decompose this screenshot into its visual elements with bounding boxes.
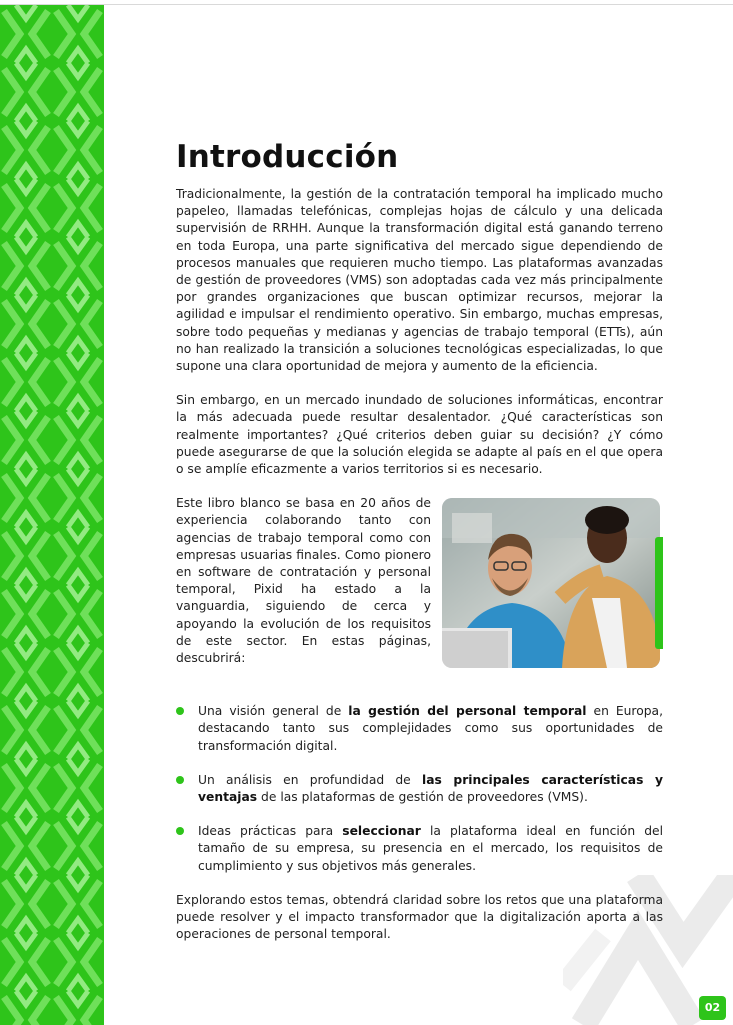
office-photo <box>442 498 660 668</box>
page-number-badge: 02 <box>699 996 726 1020</box>
main-content <box>176 138 663 943</box>
bullet-dot-icon <box>176 707 184 715</box>
paragraph-whitepaper: Este libro blanco se basa en 20 años de experiencia colaborando tanto con agencias de trabajo temporal como con empresas usuarias finales. Como pionero en software de contratación y personal temporal, Pixid ha estado a la vanguardia, siguiendo de cerca y apoyando la evolución de los requisitos de este sector. En estas páginas, descubrirá: <box>176 496 431 666</box>
photo-accent-bar <box>655 537 663 649</box>
list-item-text: Un análisis en profundidad de las principales características y ventajas de las plataformas de gestión de proveedores (VMS). <box>198 772 663 805</box>
list-item <box>176 703 663 755</box>
x-pattern-graphic <box>0 5 104 1025</box>
list-item <box>176 772 663 806</box>
page-title: Introducción <box>176 139 399 175</box>
list-item <box>176 823 663 875</box>
list-item-text: Una visión general de la gestión del personal temporal en Europa, destacando tanto sus complejidades como sus oportunidades de transformación digital. <box>198 704 663 753</box>
paragraph-intro: Tradicionalmente, la gestión de la contratación temporal ha implicado mucho papeleo, llamadas telefónicas, complejas hojas de cálculo y una delicada supervisión de RRHH. Aunque la transformación digital está ganando terreno en toda Europa, una parte significativa del mercado sigue dependiendo de procesos manuales que requieren mucho tiempo. Las plataformas avanzadas de gestión de proveedores (VMS) son adoptadas cada vez más principalmente por grandes organizaciones que buscan optimizar recursos, mejorar la agilidad e impulsar el rendimiento operativo. Sin embargo, muchas empresas, sobre todo pequeñas y medianas y agencias de trabajo temporal (ETTs), aún no han realizado la transición a soluciones tecnológicas especializadas, lo que supone una clara oportunidad de mejora y aumento de la eficiencia. <box>176 187 663 374</box>
bullet-dot-icon <box>176 776 184 784</box>
whitepaper-intro-block <box>176 495 663 675</box>
top-rule <box>0 4 733 5</box>
paragraph-market: Sin embargo, en un mercado inundado de soluciones informáticas, encontrar la más adecuada puede resultar desalentador. ¿Qué características son realmente importantes? ¿Qué criterios deben guiar su decisión? ¿Y cómo puede asegurarse de que la solución elegida se adapte al país en el que opera o se amplíe eficazmente a varios territorios si es necesario. <box>176 393 663 477</box>
bullet-dot-icon <box>176 827 184 835</box>
side-pattern-band <box>0 5 104 1025</box>
people-at-laptop-image <box>442 498 660 668</box>
list-item-text: Ideas prácticas para seleccionar la plataforma ideal en función del tamaño de su empresa, su presencia en el mercado, los requisitos de cumplimiento y sus objetivos más generales. <box>198 824 663 873</box>
paragraph-closing: Explorando estos temas, obtendrá claridad sobre los retos que una plataforma puede resolver y el impacto transformador que la digitalización aporta a las operaciones de personal temporal. <box>176 892 663 942</box>
benefits-list <box>176 703 663 875</box>
